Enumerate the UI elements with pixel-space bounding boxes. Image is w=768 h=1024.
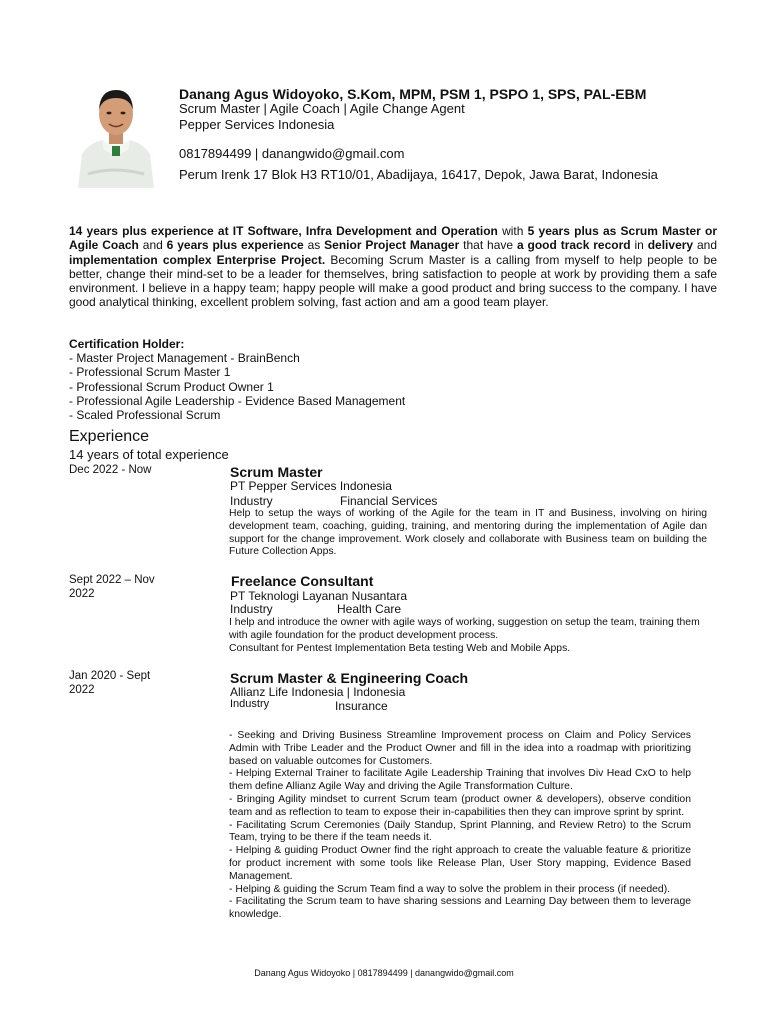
job-bullets: [229, 730, 691, 922]
industry-value: Health Care: [337, 602, 402, 616]
job-bullet: - Facilitating Scrum Ceremonies (Daily Standup, Sprint Planning, and Review Retro) to the Scrum Team, trying to be there if the team needs it.: [229, 819, 691, 844]
job-bullet: - Seeking and Driving Business Streamline Improvement process on Claim and Policy Services Admin with Tribe Leader and the Product Owner and fill in the idea into a roadmap with prioritizing based on valuable outcomes for Customers.: [229, 730, 691, 767]
certification-item: - Professional Agile Leadership - Evidence Based Management: [69, 393, 406, 408]
contact-line: 0817894499 | danangwido@gmail.com: [179, 146, 405, 161]
summary-bold: 6 years plus experience: [166, 238, 304, 253]
profile-summary: 14 years plus experience at IT Software, Infra Development and Operation with 5 years plus as Scrum Master or Agile Coach and 6 years plus experience as Senior Project Manager that have a good track record in delivery and implementation complex Enterprise Project. Becoming Scrum Master is a calling from myself to help people to be better, change their mind-set to be a leader for themselves, bring satisfaction to people at work by providing them a safe environment. I believe in a happy team; happy people will make a good product and bring success to the company. I have good analytical thinking, excellent problem solving, fast action and am a good team player.: [69, 224, 718, 310]
industry-value: Insurance: [335, 699, 388, 713]
job-bullet: - Bringing Agility mindset to current Scrum team (product owner & developers), observe condition team and as reflection to team to expose their in-capabilities then they can improve sprint by sprint.: [229, 793, 691, 818]
certification-item: - Professional Scrum Master 1: [69, 365, 231, 380]
job-role: Scrum Master: [230, 464, 323, 480]
industry-value: Financial Services: [340, 494, 438, 508]
job-company: PT Pepper Services Indonesia: [230, 479, 392, 493]
industry-label: Industry: [230, 494, 273, 508]
summary-bold: 5 years plus as Scrum Master or Agile Coach: [69, 224, 717, 253]
job-bullet: - Helping & guiding Product Owner find the right approach to create the valuable feature & prioritize for product increment with some tools like Release Plan, User Story mapping, Evidence Based Management.: [229, 845, 691, 882]
summary-bold: implementation complex Enterprise Project.: [69, 252, 326, 267]
job-role: Scrum Master & Engineering Coach: [230, 670, 469, 686]
profile-photo: [74, 84, 158, 188]
industry-label: Industry: [230, 698, 270, 710]
summary-bold: delivery: [647, 238, 694, 253]
job-bullet: - Helping & guiding the Scrum Team find a way to solve the problem in their process (if needed).: [229, 883, 671, 895]
certification-heading: Certification Holder:: [69, 337, 185, 351]
job-company: Allianz Life Indonesia | Indonesia: [230, 685, 406, 699]
page-footer: Danang Agus Widoyoko | 0817894499 | danangwido@gmail.com: [254, 968, 514, 978]
experience-heading: Experience: [69, 428, 150, 445]
job-bullet: - Helping External Trainer to facilitate Agile Leadership Training that involves Div Head CxO to help them define Allianz Agile Way and driving the Agile Transformation Culture.: [229, 768, 691, 793]
candidate-company: Pepper Services Indonesia: [179, 117, 335, 132]
job-description: Help to setup the ways of working of the Agile for the team in IT and Business, involving on hiring development team, coaching, guiding, training, and mentoring during the implementation of Agile dan support for the change improvement. Work closely and collaborate with Business team on building the Future Collection Apps.: [229, 508, 707, 558]
certification-list: [69, 351, 405, 422]
job-date: Dec 2022 - Now: [69, 464, 152, 476]
candidate-title: Scrum Master | Agile Coach | Agile Change Agent: [179, 101, 465, 116]
job-date: Sept 2022 – Nov 2022: [69, 574, 155, 600]
job-bullet: - Facilitating the Scrum team to have sharing sessions and Learning Day between them to leverage knowledge.: [229, 896, 691, 921]
candidate-name: Danang Agus Widoyoko, S.Kom, MPM, PSM 1, PSPO 1, SPS, PAL-EBM: [179, 86, 647, 102]
job-description: I help and introduce the owner with agile ways of working, suggestion on setup the team, training them with agile foundation for the product development process. Consultant for Pentest Implementation Beta testing Web and Mobile Apps.: [229, 617, 700, 654]
summary-bold: 14 years plus experience at IT Software, Infra Development and Operation: [69, 224, 498, 238]
address-line: Perum Irenk 17 Blok H3 RT10/01, Abadijaya, 16417, Depok, Jawa Barat, Indonesia: [179, 167, 658, 182]
certification-item: - Professional Scrum Product Owner 1: [69, 379, 274, 394]
certification-item: - Scaled Professional Scrum: [69, 408, 221, 423]
job-role: Freelance Consultant: [231, 573, 374, 589]
industry-label: Industry: [230, 602, 273, 616]
summary-bold: Senior Project Manager: [324, 238, 460, 253]
summary-bold: a good track record: [516, 238, 631, 253]
experience-total: 14 years of total experience: [69, 447, 229, 462]
job-company: PT Teknologi Layanan Nusantara: [230, 589, 408, 603]
certification-item: - Master Project Management - BrainBench: [69, 351, 300, 365]
job-date: Jan 2020 - Sept 2022: [69, 670, 151, 696]
